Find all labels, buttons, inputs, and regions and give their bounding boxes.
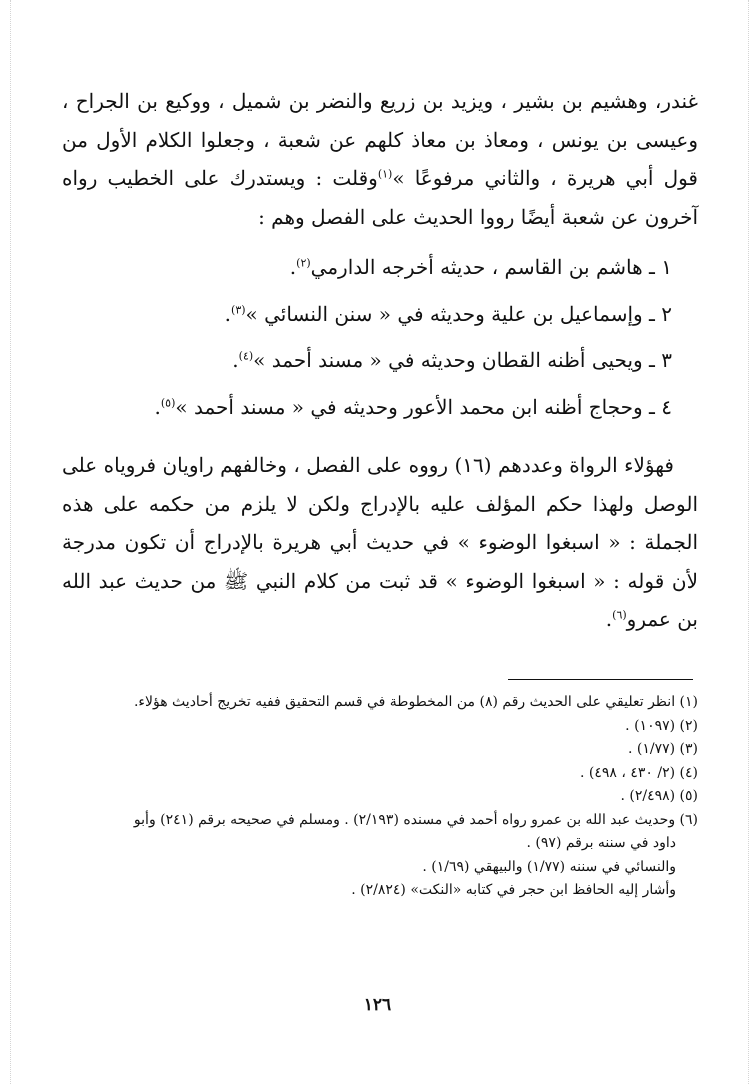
- list-item-text: ٢ ـ وإسماعيل بن علية وحديثه في « سنن النسائي »: [245, 301, 672, 326]
- footnote-ref-3[interactable]: (٣): [231, 302, 246, 316]
- list-item-text: ٣ ـ ويحيى أظنه القطان وحديثه في « مسند أحمد »: [253, 348, 672, 372]
- list-item-text: ٤ ـ وحجاج أظنه ابن محمد الأعور وحديثه في « مسند أحمد »: [175, 394, 672, 419]
- list-item: [62, 295, 698, 334]
- list-item: [62, 248, 698, 287]
- paragraph-2-text: فهؤلاء الرواة وعددهم (١٦) رووه على الفصل ، وخالفهم راويان فروياه على الوصل ولهذا حكم المؤلف عليه بالإدراج ولكن لا يلزم من حكمه على هذه الجملة : « اسبغوا الوضوء » في حديث أبي هريرة بالإدراج أن تكون مدرجة لأن قوله : « اسبغوا الوضوء » قد ثبت من كلام النبي ﷺ من حديث عبد الله بن عمرو: [62, 453, 698, 631]
- footnote-3: (٣) (١/٧٧) .: [627, 741, 698, 757]
- list-item: [62, 388, 698, 427]
- footnote-6-cont-3: وأشار إليه الحافظ ابن حجر في كتابه «النكت» (٢/٨٢٤) .: [351, 882, 676, 898]
- paragraph-2: [62, 446, 698, 639]
- footnote-6-cont-1: داود في سننه برقم (٩٧) .: [526, 835, 676, 851]
- spacer: [62, 236, 698, 248]
- footnote-separator: [508, 679, 693, 680]
- list-item: [62, 341, 698, 380]
- footnote-1: (١) انظر تعليقي على الحديث رقم (٨) من المخطوطة في قسم التحقيق ففيه تخريج أحاديث هؤلاء.: [133, 694, 698, 710]
- footnote-ref-6[interactable]: (٦): [612, 608, 627, 622]
- footnote-ref-2[interactable]: (٢): [296, 256, 311, 270]
- paragraph-2-tail: .: [605, 607, 613, 631]
- list-item-text: ١ ـ هاشم بن القاسم ، حديثه أخرجه الدارمي: [310, 255, 672, 279]
- list-item-tail: .: [232, 348, 239, 372]
- footnote-2: (٢) (١٠٩٧) .: [625, 717, 698, 734]
- paragraph-1-text-after: وقلت : ويستدرك على الخطيب رواه آخرون عن شعبة أيضًا رووا الحديث على الفصل وهم :: [62, 166, 698, 229]
- footnotes: [62, 691, 698, 903]
- scan-margin-dots: [10, 0, 11, 1084]
- footnote-ref-1[interactable]: (١): [377, 167, 393, 181]
- list-item-tail: .: [154, 394, 161, 419]
- footnote-5: (٥) (٢/٤٩٨) .: [620, 788, 698, 804]
- scan-margin-dots: [748, 0, 749, 1084]
- page-number: ١٢٦: [363, 995, 392, 1015]
- list-item-tail: .: [224, 301, 232, 326]
- spacer: [62, 434, 698, 446]
- footnote-ref-4[interactable]: (٤): [238, 349, 254, 363]
- footnote-6-cont-2: والنسائي في سننه (١/٧٧) والبيهقي (١/٦٩) .: [422, 858, 676, 875]
- paragraph-1: [62, 82, 698, 236]
- footnote-ref-5[interactable]: (٥): [160, 395, 176, 409]
- narrator-list: [62, 248, 698, 426]
- main-text: [62, 82, 698, 639]
- list-item-tail: .: [289, 255, 297, 279]
- footnote-4: (٤) (٢/ ٤٣٠ ، ٤٩٨) .: [580, 764, 698, 781]
- paragraph-1-text: غندر، وهشيم بن بشير ، ويزيد بن زريع والنضر بن شميل ، ووكيع بن الجراح ، وعيسى بن يونس ، ومعاذ بن معاذ كلهم عن شعبة ، وجعلوا الكلام الأول من قول أبي هريرة ، والثاني مرفوعًا »: [62, 89, 698, 190]
- footnote-6: (٦) وحديث عبد الله بن عمرو رواه أحمد في مسنده (٢/١٩٣) . ومسلم في صحيحه برقم (٢٤١) وأبو: [133, 811, 698, 828]
